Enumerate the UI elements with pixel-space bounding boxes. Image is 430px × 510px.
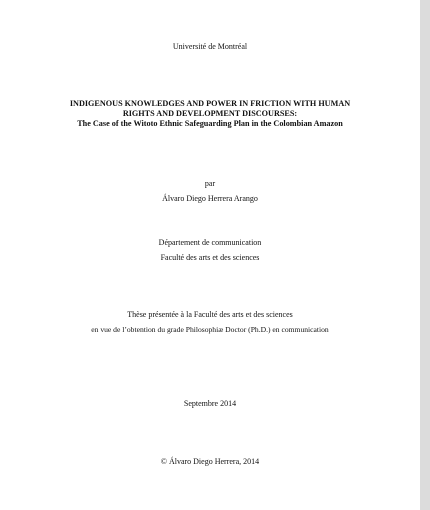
thesis-statement-line-1: Thèse présentée à la Faculté des arts et des sciences xyxy=(127,310,293,319)
copyright-notice: © Álvaro Diego Herrera, 2014 xyxy=(160,457,260,466)
title-line-2: RIGHTS AND DEVELOPMENT DISCOURSES: xyxy=(122,109,298,118)
by-label: par xyxy=(204,179,216,188)
author-name: Álvaro Diego Herrera Arango xyxy=(162,194,258,203)
page-margin-edge xyxy=(420,0,430,510)
title-line-1: INDIGENOUS KNOWLEDGES AND POWER IN FRICTION WITH HUMAN xyxy=(69,99,351,108)
thesis-statement-line-2: en vue de l’obtention du grade Philosophiæ Doctor (Ph.D.) en communication xyxy=(91,325,329,334)
faculty-name: Faculté des arts et des sciences xyxy=(160,253,260,262)
submission-date: Septembre 2014 xyxy=(183,399,237,408)
institution-name: Université de Montréal xyxy=(172,42,248,51)
subtitle: The Case of the Witoto Ethnic Safeguarding Plan in the Colombian Amazon xyxy=(77,119,343,128)
department-name: Département de communication xyxy=(158,238,262,247)
